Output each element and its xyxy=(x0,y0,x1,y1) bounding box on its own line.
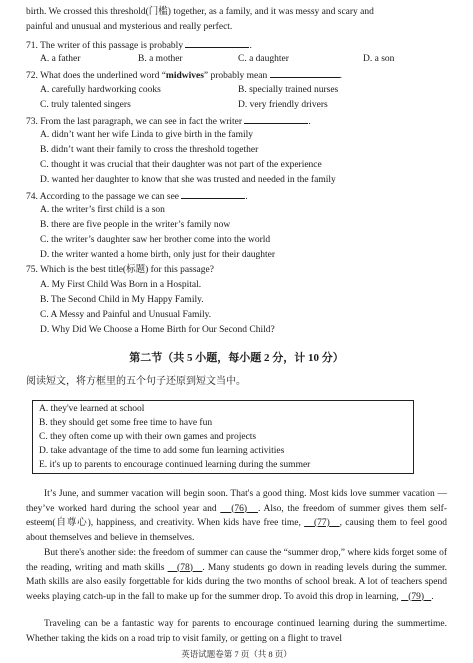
question-75: 75. Which is the best title(标题) for this passage? xyxy=(26,265,214,275)
answer-blank xyxy=(181,189,245,199)
question-stem: 71. The writer of this passage is probably xyxy=(26,41,184,51)
option: C. a daughter xyxy=(238,54,289,64)
option: C. truly talented singers xyxy=(40,100,131,110)
option: B. didn’t want their family to cross the threshold together xyxy=(40,145,259,155)
box-item: D. take advantage of the time to add some fun learning activities xyxy=(39,446,285,456)
question-71: 71. The writer of this passage is probably . xyxy=(26,38,252,52)
section-title: 第二节（共 5 小题，每小题 2 分，计 10 分） xyxy=(129,352,344,364)
page-footer: 英语试题卷第 7 页（共 8 页） xyxy=(181,649,292,659)
question-72: 72. What does the underlined word “midwives” probably mean . xyxy=(26,68,342,82)
instruction: 阅读短文，将方框里的五个句子还原到短文当中。 xyxy=(26,376,246,387)
blank-78: (78) xyxy=(177,562,193,573)
box-item: C. they often come up with their own games and projects xyxy=(39,432,257,442)
question-74: 74. According to the passage we can see . xyxy=(26,189,248,203)
sentence-box xyxy=(32,400,414,474)
blank-76: (76) xyxy=(231,503,248,514)
box-item: E. it's up to parents to encourage continued learning during the summer xyxy=(39,460,311,470)
option: B. The Second Child in My Happy Family. xyxy=(40,295,204,305)
option: C. A Messy and Painful and Unusual Family. xyxy=(40,310,212,320)
option: B. specially trained nurses xyxy=(238,85,339,95)
answer-blank xyxy=(185,38,249,48)
passage-paragraph: Traveling can be a fantastic way for parents to encourage continued learning during the summertime. Whether taking the kids on a road trip to visit family, or getting on a flight to travel xyxy=(26,619,447,644)
underlined-word: midwives xyxy=(165,71,204,81)
box-item: A. they've learned at school xyxy=(39,404,145,414)
option: A. didn’t want her wife Linda to give birth in the family xyxy=(40,130,253,140)
option: D. a son xyxy=(363,54,395,64)
passage-paragraph: But there's another side: the freedom of summer can cause the “summer drop,” where kids forget some of the reading, writing and math skills (78) . Many students go down in reading levels during the summer. Math skills are also easily forgettable for kids during the two months of school break. A lot of teachers spend weeks playing catch-up in the fall to make up for the summer drop. To avoid this drop in learning, (79) . xyxy=(26,548,448,602)
option: B. there are five people in the writer’s family now xyxy=(40,220,231,230)
option: A. the writer’s first child is a son xyxy=(40,205,165,215)
option: D. the writer wanted a home birth, only just for their daughter xyxy=(40,250,276,260)
option: A. carefully hardworking cooks xyxy=(40,85,161,95)
option: A. My First Child Was Born in a Hospital. xyxy=(40,280,202,290)
blank-77: (77) xyxy=(313,518,330,528)
option: A. a father xyxy=(40,54,81,64)
answer-blank xyxy=(270,68,340,78)
blank-79: (79) xyxy=(408,591,425,602)
box-item: B. they should get some free time to have fun xyxy=(39,418,213,428)
answer-blank xyxy=(244,114,308,124)
option: D. very friendly drivers xyxy=(238,100,328,110)
option: B. a mother xyxy=(138,54,183,64)
text-line: birth. We crossed this threshold(门槛) together, as a family, and it was messy and scary and xyxy=(26,7,374,17)
option: D. wanted her daughter to know that she was trusted and needed in the family xyxy=(40,175,336,185)
text-line: painful and unusual and mysterious and really perfect. xyxy=(26,22,233,32)
question-73: 73. From the last paragraph, we can see in fact the writer . xyxy=(26,114,311,128)
option: C. thought it was crucial that their daughter was not part of the experience xyxy=(40,160,322,170)
passage-paragraph: It’s June, and summer vacation will begin soon. That's a good thing. Most kids love summer vacation — they’ve worked hard during the school year and (76) . Also, the freedom of summer gives them self-esteem(自尊心), happiness, and creativity. When kids have free time, (77) , causing them to feel good about themselves and believe in themselves. xyxy=(26,489,448,543)
option: D. Why Did We Choose a Home Birth for Our Second Child? xyxy=(40,325,275,335)
option: C. the writer’s daughter saw her brother come into the world xyxy=(40,235,271,245)
